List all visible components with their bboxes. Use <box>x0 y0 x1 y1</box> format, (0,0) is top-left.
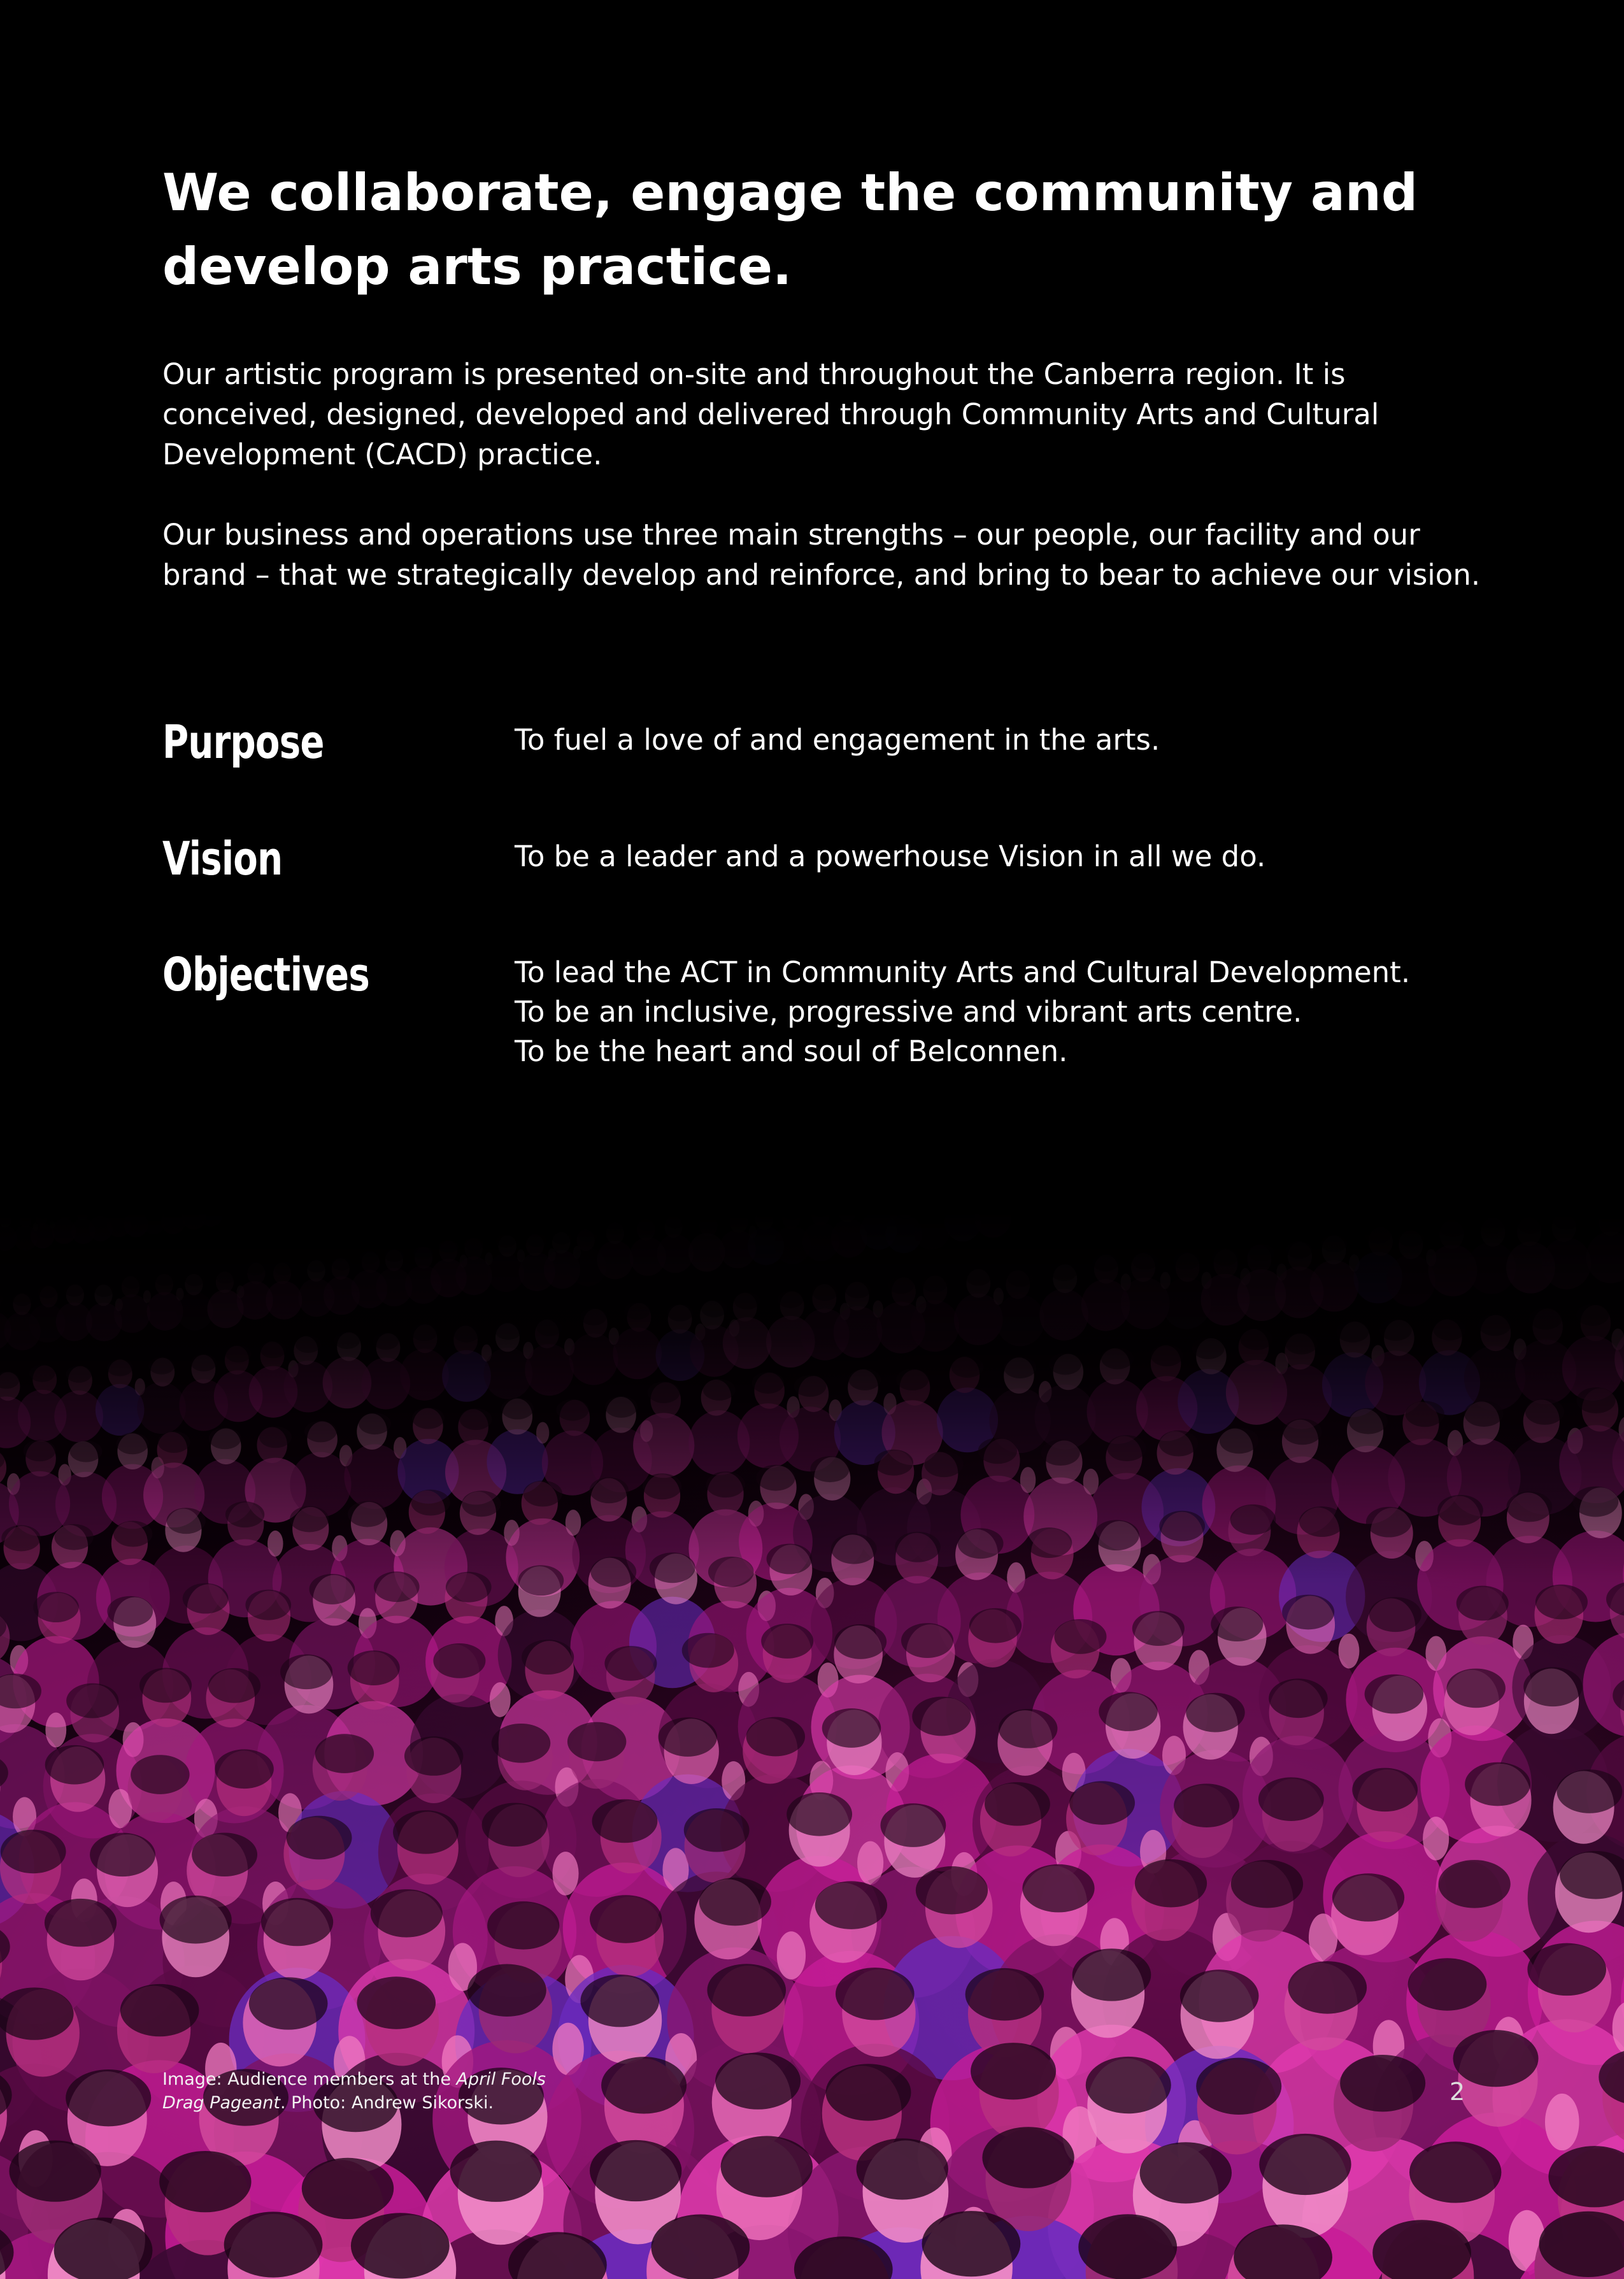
caption-title-part-2: Drag Pageant <box>162 2093 280 2113</box>
caption-prefix: Image: Audience members at the <box>162 2069 457 2089</box>
photo-caption <box>162 2068 608 2115</box>
intro-paragraph-2: Our business and operations use three main strengths – our people, our facility and our brand – that we strategically develop and reinforce, and bring to bear to achieve our vision. <box>162 518 1481 592</box>
vision-statement: To be a leader and a powerhouse Vision in all we do. <box>515 839 1266 873</box>
objective-item: To be the heart and soul of Belconnen. <box>515 1034 1068 1068</box>
page-number: 2 <box>1449 2078 1465 2106</box>
objectives-list <box>515 953 1470 1071</box>
vision-text <box>515 837 1470 876</box>
objective-item: To lead the ACT in Community Arts and Cultural Development. <box>515 955 1411 989</box>
intro-text <box>162 354 1493 635</box>
purpose-label: Purpose <box>162 715 324 769</box>
page-heading <box>162 156 1500 304</box>
objective-item: To be an inclusive, progressive and vibrant arts centre. <box>515 995 1302 1029</box>
caption-suffix: . Photo: Andrew Sikorski. <box>280 2093 494 2113</box>
heading-line-2: develop arts practice. <box>162 237 792 296</box>
vision-label: Vision <box>162 832 283 885</box>
audience-photo <box>0 1210 1624 2279</box>
caption-title-part-1: April Fools <box>456 2069 546 2089</box>
audience-photo-illustration <box>0 1210 1624 2279</box>
purpose-text <box>515 720 1470 760</box>
purpose-statement: To fuel a love of and engagement in the arts. <box>515 723 1160 757</box>
objectives-label: Objectives <box>162 948 369 1001</box>
heading-line-1: We collaborate, engage the community and <box>162 163 1418 222</box>
intro-paragraph-1: Our artistic program is presented on-site and throughout the Canberra region. It is conceived, designed, developed and delivered through Community Arts and Cultural Development (CACD) practice. <box>162 357 1379 471</box>
